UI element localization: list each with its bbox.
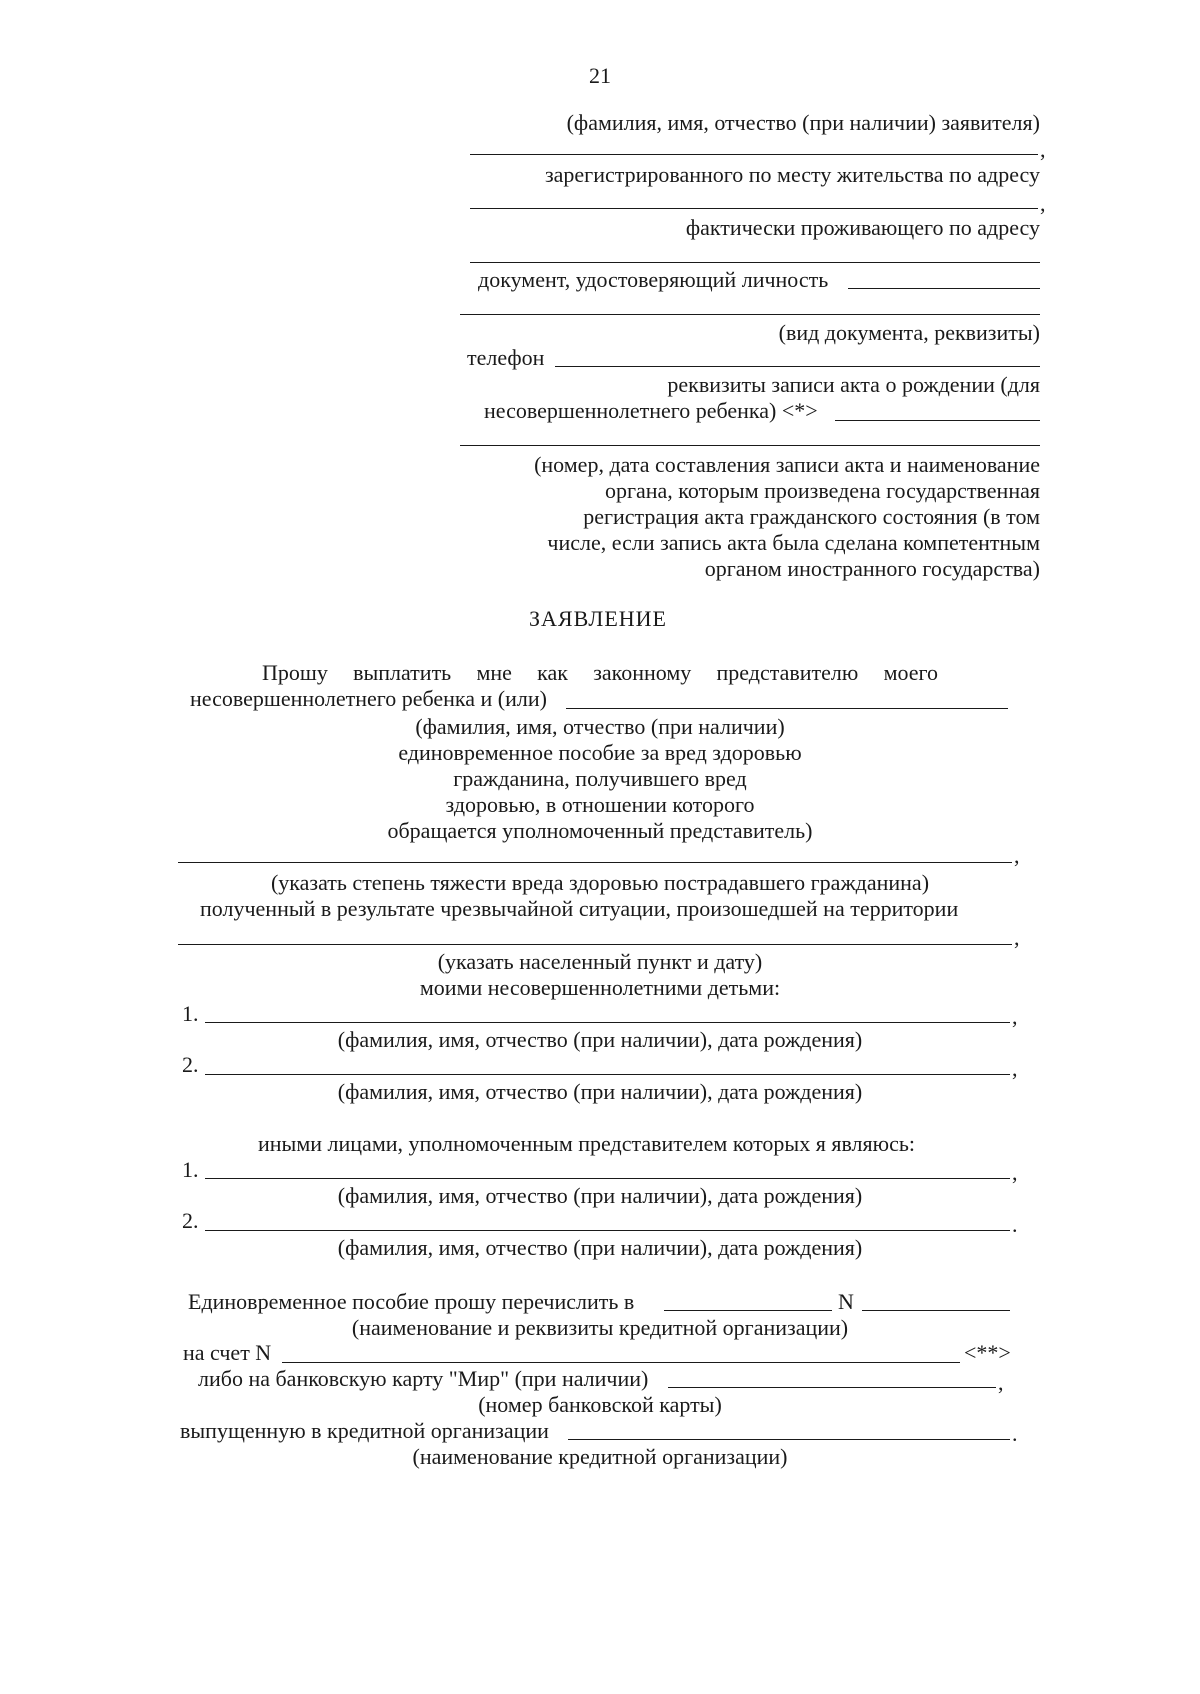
birth-record-caption-4: числе, если запись акта была сделана компетентным <box>547 530 1040 555</box>
request-line-1 <box>262 659 938 687</box>
child-1-number: 1. <box>182 1001 199 1026</box>
other-2-line[interactable] <box>205 1230 1010 1231</box>
bank-caption: (наименование и реквизиты кредитной организации) <box>351 1315 849 1340</box>
account-number-line[interactable] <box>282 1362 960 1363</box>
request-word: выплатить <box>353 660 452 685</box>
issued-label: выпущенную в кредитной организации <box>180 1418 549 1443</box>
severity-caption: (указать степень тяжести вреда здоровью пострадавшего гражданина) <box>270 870 930 895</box>
person-caption-2: единовременное пособие за вред здоровью <box>398 740 802 765</box>
issued-caption: (наименование кредитной организации) <box>412 1444 788 1469</box>
place-line[interactable] <box>178 944 1012 945</box>
severity-line[interactable] <box>178 862 1012 863</box>
person-caption-5: обращается уполномоченный представитель) <box>387 818 813 843</box>
birth-record-caption-5: органом иностранного государства) <box>704 556 1040 581</box>
other-1-line[interactable] <box>205 1178 1010 1179</box>
bank-name-line[interactable] <box>664 1310 832 1311</box>
comma: , <box>1040 137 1046 162</box>
bank-number-line[interactable] <box>862 1310 1010 1311</box>
account-note: <**> <box>964 1340 1011 1365</box>
id-document-label: документ, удостоверяющий личность <box>478 267 829 292</box>
phone-label: телефон <box>467 345 545 370</box>
request-word: Прошу <box>262 660 328 685</box>
id-document-line-2[interactable] <box>460 314 1040 315</box>
request-line-2: несовершеннолетнего ребенка и (или) <box>190 686 547 711</box>
other-2-number: 2. <box>182 1208 199 1233</box>
other-2-end: . <box>1012 1212 1018 1237</box>
place-caption: (указать населенный пункт и дату) <box>437 949 763 974</box>
request-word: моего <box>883 660 938 685</box>
emergency-text: полученный в результате чрезвычайной ситуации, произошедшей на территории <box>200 896 959 921</box>
request-word: мне <box>476 660 512 685</box>
actual-address-line <box>470 262 1040 263</box>
person-caption-1: (фамилия, имя, отчество (при наличии) <box>415 714 785 739</box>
transfer-label: Единовременное пособие прошу перечислить в <box>188 1289 635 1314</box>
comma: , <box>1040 191 1046 216</box>
request-word: представителю <box>716 660 859 685</box>
period: . <box>1012 1421 1018 1446</box>
other-1-caption: (фамилия, имя, отчество (при наличии), дата рождения) <box>337 1183 863 1208</box>
child-name-line[interactable] <box>566 708 1008 709</box>
birth-record-label-1: реквизиты записи акта о рождении (для <box>667 372 1040 397</box>
id-document-caption: (вид документа, реквизиты) <box>778 320 1040 345</box>
number-sign: N <box>838 1289 854 1314</box>
page-number: 21 <box>589 63 611 88</box>
birth-record-caption-1: (номер, дата составления записи акта и наименование <box>534 452 1040 477</box>
person-caption-4: здоровью, в отношении которого <box>445 792 755 817</box>
issued-bank-line[interactable] <box>568 1439 1010 1440</box>
actual-address-caption: фактически проживающего по адресу <box>685 215 1040 240</box>
child-2-caption: (фамилия, имя, отчество (при наличии), дата рождения) <box>337 1079 863 1104</box>
other-2-caption: (фамилия, имя, отчество (при наличии), дата рождения) <box>337 1235 863 1260</box>
card-caption: (номер банковской карты) <box>478 1392 722 1417</box>
child-1-line[interactable] <box>205 1022 1010 1023</box>
applicant-name-line <box>470 154 1038 155</box>
registered-address-line <box>470 208 1038 209</box>
person-caption-3: гражданина, получившего вред <box>453 766 747 791</box>
card-number-line[interactable] <box>668 1387 996 1388</box>
children-label: моими несовершеннолетними детьми: <box>419 975 781 1000</box>
birth-record-label-2: несовершеннолетнего ребенка) <*> <box>484 398 818 423</box>
comma: , <box>1014 925 1020 950</box>
child-2-end: , <box>1012 1056 1018 1081</box>
request-word: как <box>537 660 568 685</box>
birth-record-caption-2: органа, которым произведена государственная <box>604 478 1040 503</box>
comma: , <box>998 1370 1004 1395</box>
id-document-line[interactable] <box>848 288 1040 289</box>
other-1-end: , <box>1012 1160 1018 1185</box>
child-2-number: 2. <box>182 1052 199 1077</box>
document-title: ЗАЯВЛЕНИЕ <box>529 606 667 631</box>
others-label: иными лицами, уполномоченным представителем которых я являюсь: <box>258 1131 915 1156</box>
applicant-name-caption: (фамилия, имя, отчество (при наличии) заявителя) <box>566 110 1040 135</box>
comma: , <box>1014 843 1020 868</box>
child-1-end: , <box>1012 1004 1018 1029</box>
birth-record-caption-3: регистрация акта гражданского состояния (в том <box>583 504 1040 529</box>
other-1-number: 1. <box>182 1157 199 1182</box>
account-label: на счет N <box>183 1340 272 1365</box>
birth-record-line[interactable] <box>835 420 1040 421</box>
child-2-line[interactable] <box>205 1074 1010 1075</box>
child-1-caption: (фамилия, имя, отчество (при наличии), дата рождения) <box>337 1027 863 1052</box>
birth-record-line-2[interactable] <box>460 445 1040 446</box>
card-label: либо на банковскую карту "Мир" (при наличии) <box>198 1366 649 1391</box>
request-word: законному <box>593 660 692 685</box>
phone-line[interactable] <box>555 366 1040 367</box>
registered-address-caption: зарегистрированного по месту жительства по адресу <box>544 162 1040 187</box>
